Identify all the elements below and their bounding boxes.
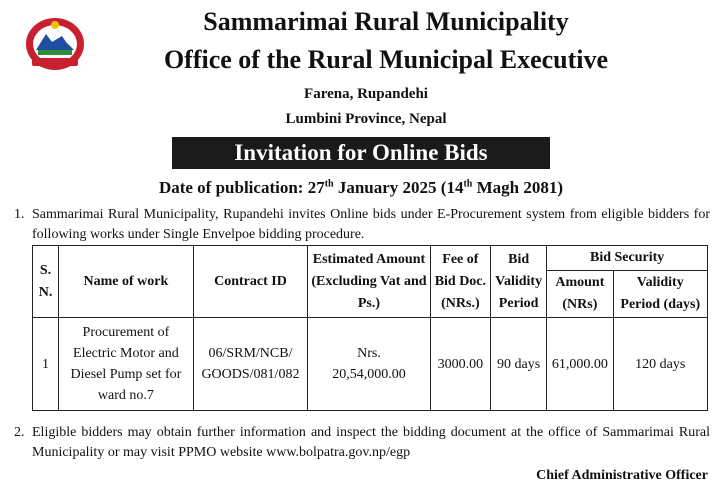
cell-security-amount: 61,000.00: [547, 318, 613, 411]
cell-estimated-amount: Nrs. 20,54,000.00: [308, 318, 431, 411]
paragraph-text: Eligible bidders may obtain further information and inspect the bidding document at the office of Sammarimai Rural Municipality or may visit PPMO website www.bolpatra.gov.np/egp: [32, 425, 710, 460]
header-security-validity: Validity Period (days): [613, 271, 707, 318]
cell-fee: 3000.00: [430, 318, 490, 411]
header-fee: Fee of Bid Doc. (NRs.): [430, 246, 490, 318]
municipality-name: Sammarimai Rural Municipality: [203, 7, 569, 36]
cell-bid-validity: 90 days: [491, 318, 547, 411]
office-name: Office of the Rural Municipal Executive: [163, 45, 609, 74]
address-line-1: Farena, Rupandehi: [304, 86, 428, 102]
cell-security-validity: 120 days: [613, 318, 707, 411]
paragraph-1: [14, 205, 710, 245]
cell-name-of-work: Procurement of Electric Motor and Diesel Pump set for ward no.7: [59, 318, 194, 411]
notice-banner: Invitation for Online Bids: [172, 137, 550, 169]
header-contract-id: Contract ID: [193, 246, 308, 318]
paragraph-number: 2.: [14, 425, 25, 440]
signature-title: Chief Administrative Officer: [536, 468, 708, 483]
header-security-amount: Amount (NRs): [547, 271, 613, 318]
paragraph-text: Sammarimai Rural Municipality, Rupandehi invites Online bids under E-Procurement system from eligible bidders for following works under Single Envelpoe bidding procedure.: [32, 207, 710, 242]
bid-table: [32, 245, 708, 411]
table-row: [33, 318, 708, 411]
cell-contract-id: 06/SRM/NCB/ GOODS/081/082: [193, 318, 308, 411]
publication-date: Date of publication: 27th January 2025 (14th Magh 2081): [158, 178, 564, 197]
header-sn: S. N.: [33, 246, 59, 318]
header-bid-security: Bid Security: [547, 246, 708, 271]
paragraph-2: [14, 423, 710, 463]
address-line-2: Lumbini Province, Nepal: [285, 111, 447, 127]
header-name-of-work: Name of work: [59, 246, 194, 318]
paragraph-number: 1.: [14, 207, 25, 222]
cell-sn: 1: [33, 318, 59, 411]
header-estimated-amount: Estimated Amount (Excluding Vat and Ps.): [308, 246, 431, 318]
header-bid-validity: Bid Validity Period: [491, 246, 547, 318]
